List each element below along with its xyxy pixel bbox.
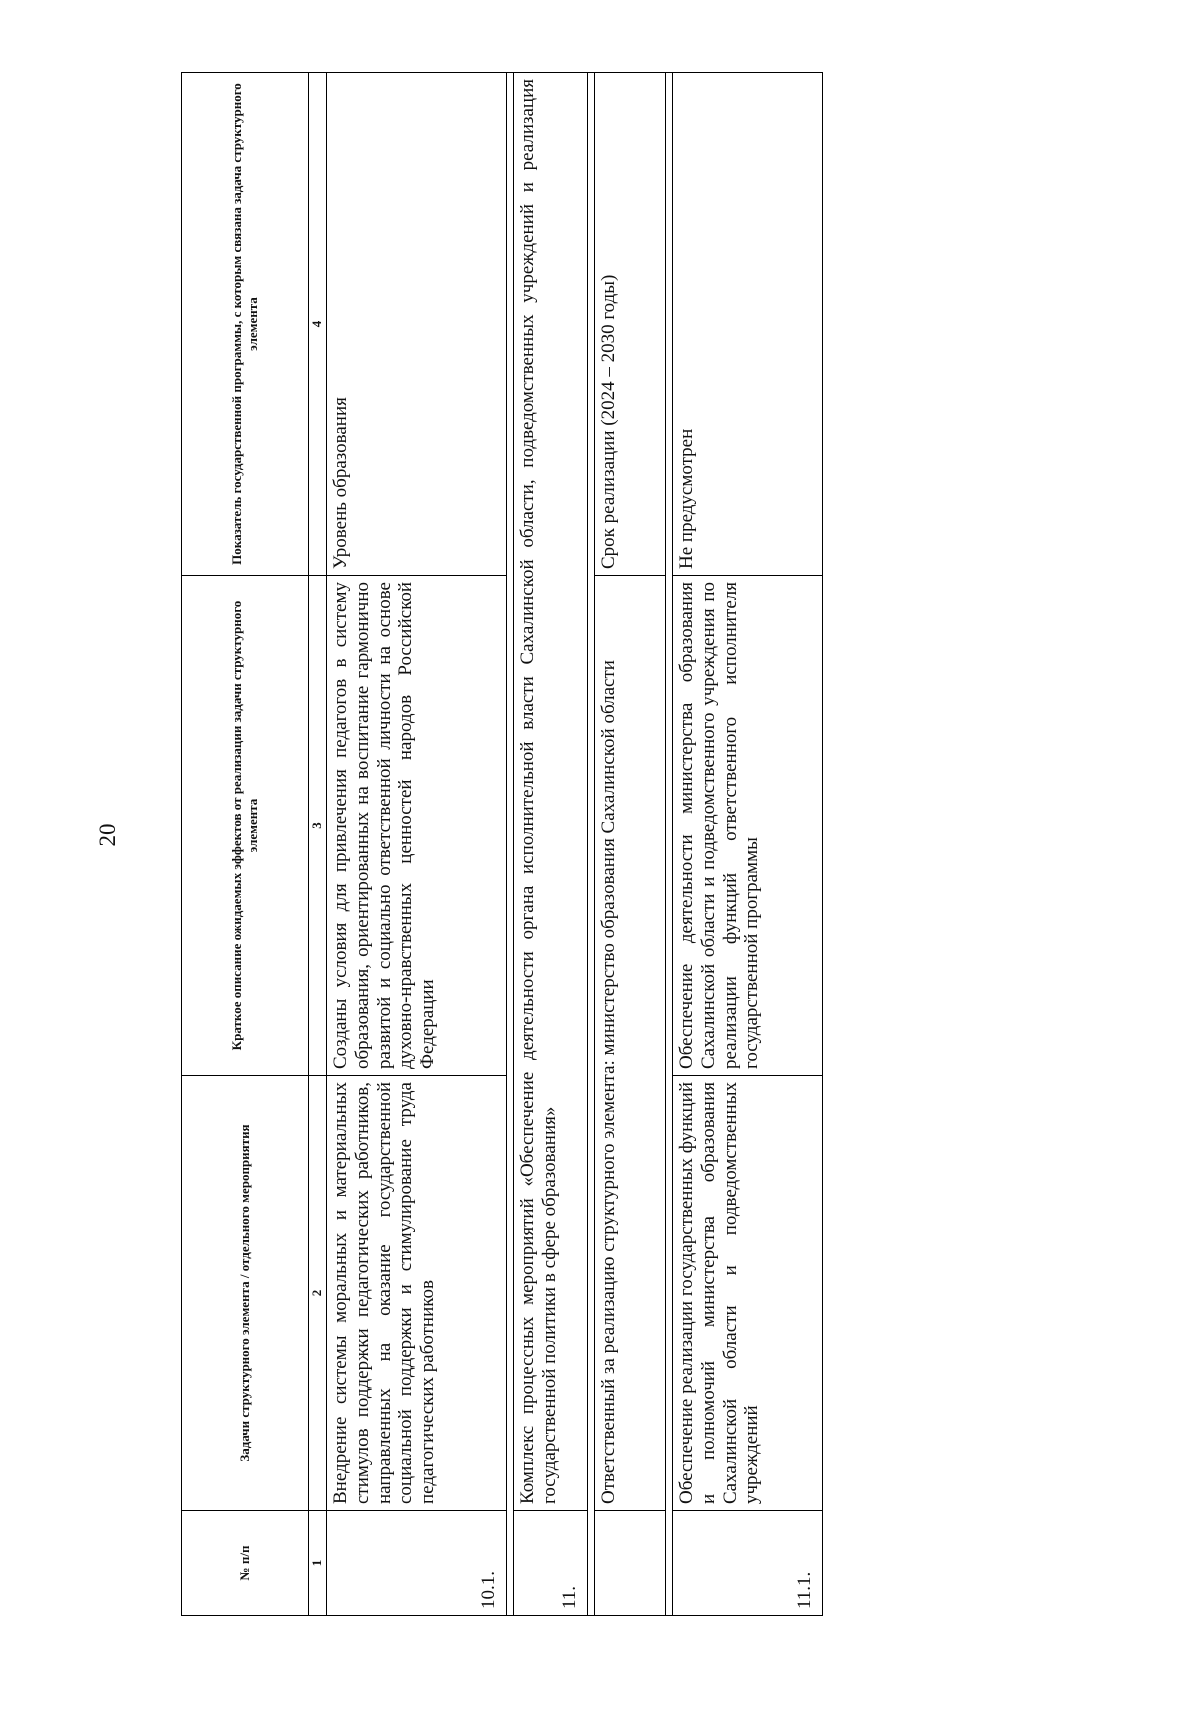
empty-cell [594,1511,665,1616]
task-cell: Обеспечение реализации государственных функций и полномочий министерства образования Сахалинской области и подведомственных учреждений [672,1076,822,1511]
column-number-row [309,73,327,1616]
column-number: 1 [309,1511,327,1616]
effect-cell: Созданы условия для привлечения педагогов в систему образования, ориентированных на воспитание гармонично развитой и социально ответственной личности на основе духовно-нравственных ценностей народов Российской Федерации [326,576,506,1076]
responsible-text: Ответственный за реализацию структурного элемента: министерство образования Сахалинской области [597,660,619,1504]
period-cell [594,73,665,576]
complex-title-cell: Комплекс процессных мероприятий «Обеспечение деятельности органа исполнительной власти Сахалинской области, подведомственных учреждений и реализация государственной политики в сфере образования» [513,73,587,1511]
table-row [513,73,587,1616]
period-text: Срок реализации (2024 – 2030 годы) [597,274,619,569]
rotated-table-wrapper [181,73,831,1616]
row-gap [506,73,513,1616]
table-row [326,73,506,1616]
indicator-cell: Уровень образования [326,73,506,576]
header-tasks: Задачи структурного элемента / отдельного мероприятия [182,1076,309,1511]
task-cell: Внедрение системы моральных и материальных стимулов поддержки педагогических работников, направленных на оказание государственной социальной поддержки и стимулирование труда педагогических работников [326,1076,506,1511]
table-row [672,73,822,1616]
row-number: 10.1. [326,1511,506,1616]
row-number: 11.1. [672,1511,822,1616]
header-indicator: Показатель государственной программы, с которым связана задача структурного элемента [182,73,309,576]
program-table [181,72,823,1616]
header-effects: Краткое описание ожидаемых эффектов от реализации задачи структурного элемента [182,576,309,1076]
page-number: 20 [95,823,120,847]
row-number: 11. [513,1511,587,1616]
header-num: № п/п [182,1511,309,1616]
column-number: 3 [309,576,327,1076]
header-row [182,73,309,1616]
indicator-cell: Не предусмотрен [672,73,822,576]
column-number: 4 [309,73,327,576]
row-gap [665,73,672,1616]
column-number: 2 [309,1076,327,1511]
row-gap [587,73,594,1616]
table-row [594,73,665,1616]
responsible-cell [594,576,665,1511]
effect-cell: Обеспечение деятельности министерства образования Сахалинской области и подведомственного учреждения по реализации функций ответственного исполнителя государственной программы [672,576,822,1076]
